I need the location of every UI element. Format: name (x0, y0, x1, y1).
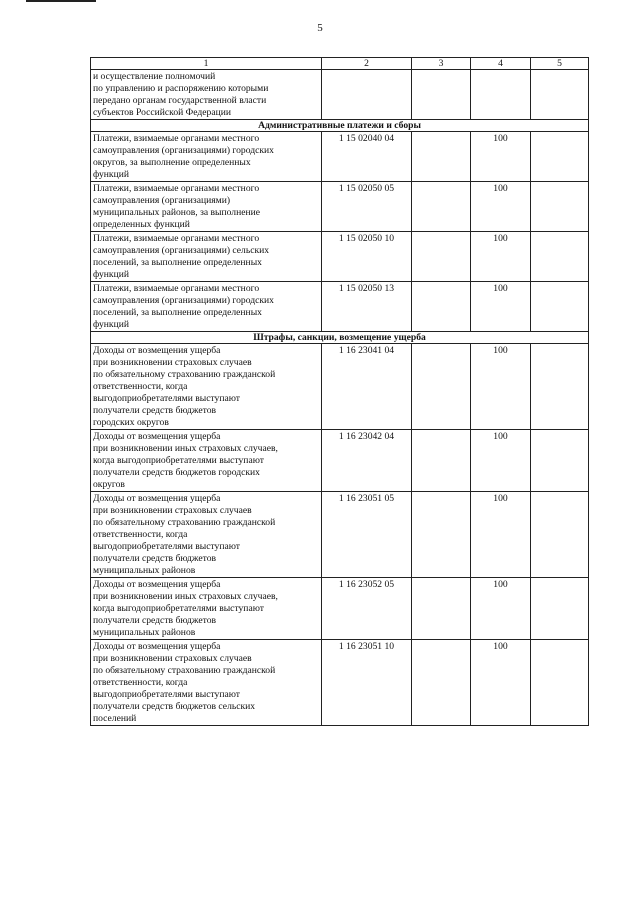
description-line: муниципальных районов, за выполнение (93, 207, 260, 218)
description-line: по обязательному страхованию гражданской (93, 369, 276, 380)
row-description (91, 578, 322, 640)
header-row (91, 58, 589, 70)
table-row (91, 182, 589, 232)
description-line: Доходы от возмещения ущерба (93, 641, 221, 652)
column-5-value (531, 232, 589, 282)
section-title: Административные платежи и сборы (91, 120, 589, 132)
description-line: самоуправления (организациями) (93, 195, 231, 206)
description-line: функций (93, 319, 129, 330)
norm-percent: 100 (471, 344, 531, 430)
table-row (91, 282, 589, 332)
description-line: Платежи, взимаемые органами местного (93, 133, 260, 144)
description-line: при возникновении страховых случаев (93, 357, 252, 368)
norm-percent: 100 (471, 430, 531, 492)
column-5-value (531, 132, 589, 182)
description-line: Доходы от возмещения ущерба (93, 579, 221, 590)
column-header-5: 5 (531, 58, 589, 70)
revenue-code: 1 15 02040 04 (322, 132, 412, 182)
description-line: Платежи, взимаемые органами местного (93, 183, 260, 194)
table-cell (471, 70, 531, 120)
row-description (91, 640, 322, 726)
description-line: получатели средств бюджетов (93, 405, 217, 416)
table-row (91, 430, 589, 492)
column-5-value (531, 182, 589, 232)
column-3-value (412, 232, 471, 282)
table-row (91, 578, 589, 640)
description-line: муниципальных районов (93, 627, 196, 638)
column-5-value (531, 430, 589, 492)
description-line: округов (93, 479, 125, 490)
description-line: Доходы от возмещения ущерба (93, 431, 221, 442)
revenue-code: 1 16 23052 05 (322, 578, 412, 640)
description-line: и осуществление полномочий (93, 71, 216, 82)
column-5-value (531, 640, 589, 726)
column-header-2: 2 (322, 58, 412, 70)
description-line: передано органам государственной власти (93, 95, 267, 106)
description-line: получатели средств бюджетов (93, 615, 217, 626)
section-row (91, 332, 589, 344)
revenue-code: 1 16 23042 04 (322, 430, 412, 492)
description-line: по обязательному страхованию гражданской (93, 665, 276, 676)
norm-percent: 100 (471, 640, 531, 726)
description-line: городских округов (93, 417, 169, 428)
description-line: Доходы от возмещения ущерба (93, 345, 221, 356)
section-title: Штрафы, санкции, возмещение ущерба (91, 332, 589, 344)
revenue-code: 1 16 23051 10 (322, 640, 412, 726)
column-5-value (531, 578, 589, 640)
revenue-code: 1 15 02050 05 (322, 182, 412, 232)
description-line: Платежи, взимаемые органами местного (93, 233, 260, 244)
description-line: ответственности, когда (93, 529, 188, 540)
table-row (91, 640, 589, 726)
revenue-code: 1 15 02050 10 (322, 232, 412, 282)
table-body (91, 70, 589, 726)
table-cell (412, 70, 471, 120)
description-line: определенных функций (93, 219, 190, 230)
column-3-value (412, 132, 471, 182)
norm-percent: 100 (471, 282, 531, 332)
description-line: когда выгодоприобретателями выступают (93, 603, 264, 614)
revenue-code: 1 16 23051 05 (322, 492, 412, 578)
description-line: субъектов Российской Федерации (93, 107, 231, 118)
norm-percent: 100 (471, 578, 531, 640)
description-line: выгодоприобретателями выступают (93, 393, 240, 404)
column-3-value (412, 344, 471, 430)
description-line: получатели средств бюджетов (93, 553, 217, 564)
description-line: самоуправления (организациями) городских (93, 145, 274, 156)
description-line: поселений, за выполнение определенных (93, 307, 262, 318)
description-line: самоуправления (организациями) сельских (93, 245, 270, 256)
description-line: поселений (93, 713, 137, 724)
description-line: функций (93, 269, 129, 280)
column-3-value (412, 640, 471, 726)
row-description (91, 344, 322, 430)
description-line: поселений, за выполнение определенных (93, 257, 262, 268)
norm-percent: 100 (471, 492, 531, 578)
section-row (91, 120, 589, 132)
description-line: муниципальных районов (93, 565, 196, 576)
description-line: функций (93, 169, 129, 180)
description-line: при возникновении страховых случаев (93, 505, 252, 516)
description-line: Платежи, взимаемые органами местного (93, 283, 260, 294)
description-line: выгодоприобретателями выступают (93, 689, 240, 700)
description-line: самоуправления (организациями) городских (93, 295, 274, 306)
column-3-value (412, 182, 471, 232)
row-description (91, 132, 322, 182)
row-description (91, 182, 322, 232)
column-header-3: 3 (412, 58, 471, 70)
table-row (91, 232, 589, 282)
column-5-value (531, 492, 589, 578)
table-row (91, 344, 589, 430)
description-line: выгодоприобретателями выступают (93, 541, 240, 552)
column-5-value (531, 344, 589, 430)
description-line: при возникновении иных страховых случаев, (93, 443, 278, 454)
norm-percent: 100 (471, 182, 531, 232)
description-line: ответственности, когда (93, 677, 188, 688)
table-cell (322, 70, 412, 120)
description-line: по обязательному страхованию гражданской (93, 517, 276, 528)
column-3-value (412, 282, 471, 332)
table-cell (531, 70, 589, 120)
norm-percent: 100 (471, 132, 531, 182)
column-header-4: 4 (471, 58, 531, 70)
table-row (91, 132, 589, 182)
row-description (91, 492, 322, 578)
description-line: по управлению и распоряжению которыми (93, 83, 269, 94)
row-description (91, 430, 322, 492)
column-3-value (412, 430, 471, 492)
continuation-description (91, 70, 322, 120)
revenue-table (90, 57, 589, 726)
continuation-row (91, 70, 589, 120)
description-line: получатели средств бюджетов городских (93, 467, 260, 478)
column-3-value (412, 578, 471, 640)
description-line: ответственности, когда (93, 381, 188, 392)
table-row (91, 492, 589, 578)
column-3-value (412, 492, 471, 578)
description-line: получатели средств бюджетов сельских (93, 701, 256, 712)
norm-percent: 100 (471, 232, 531, 282)
revenue-code: 1 15 02050 13 (322, 282, 412, 332)
page-number: 5 (317, 22, 323, 34)
description-line: при возникновении иных страховых случаев, (93, 591, 278, 602)
top-edge-mark (26, 0, 96, 2)
description-line: округов, за выполнение определенных (93, 157, 251, 168)
row-description (91, 232, 322, 282)
column-header-1: 1 (91, 58, 322, 70)
column-5-value (531, 282, 589, 332)
description-line: Доходы от возмещения ущерба (93, 493, 221, 504)
description-line: при возникновении страховых случаев (93, 653, 252, 664)
revenue-code: 1 16 23041 04 (322, 344, 412, 430)
row-description (91, 282, 322, 332)
description-line: когда выгодоприобретателями выступают (93, 455, 264, 466)
